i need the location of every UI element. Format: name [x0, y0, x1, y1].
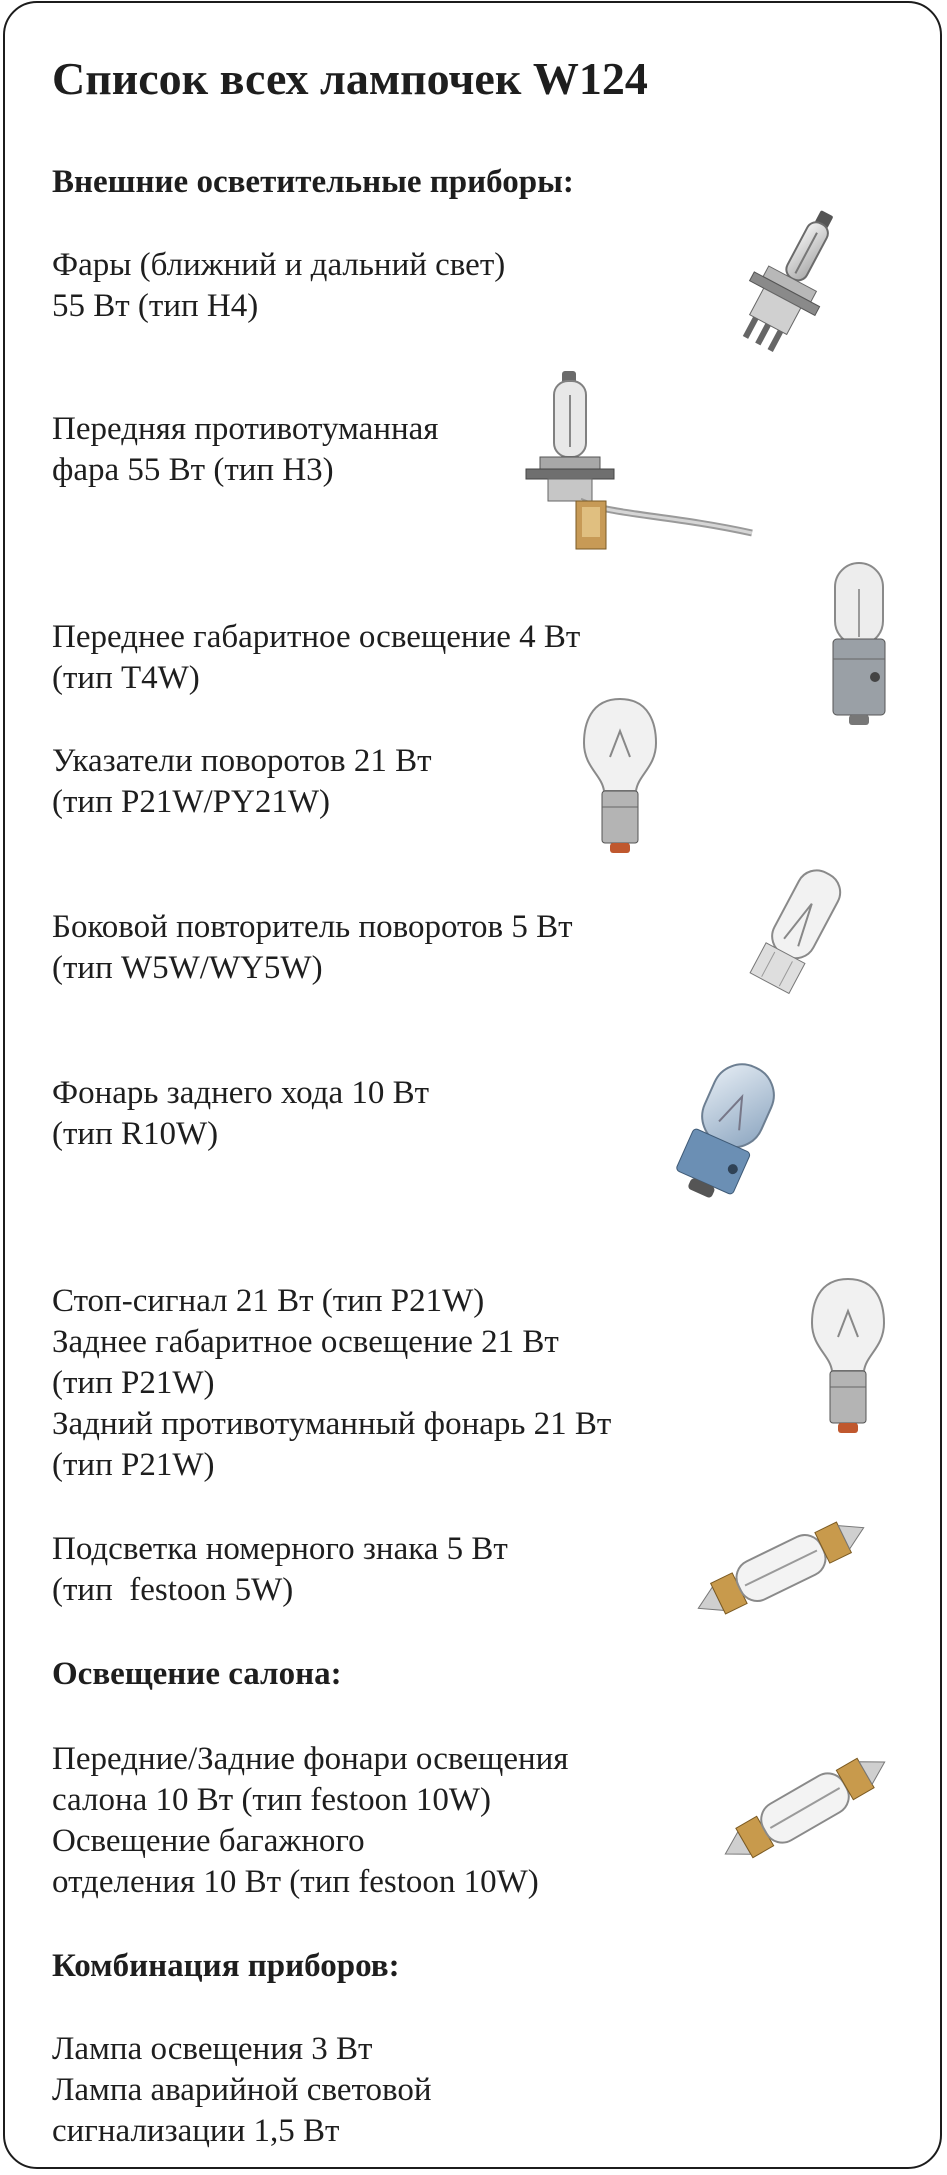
- list-item-rear-lights: [52, 1281, 611, 1486]
- item-text-line: Переднее габаритное освещение 4 Вт: [52, 619, 581, 655]
- item-text-line: (тип T4W): [52, 660, 200, 696]
- item-text-line: (тип R10W): [52, 1116, 219, 1152]
- item-text-line: Указатели поворотов 21 Вт: [52, 743, 432, 779]
- bulb-list-card: [3, 1, 942, 2169]
- item-text-line: Задний противотуманный фонарь 21 Вт: [52, 1406, 612, 1442]
- item-text-line: салона 10 Вт (тип festoon 10W): [52, 1782, 491, 1818]
- item-text-line: отделения 10 Вт (тип festoon 10W): [52, 1864, 539, 1900]
- list-item-side-repeater: [52, 907, 573, 989]
- item-text-line: (тип W5W/WY5W): [52, 950, 323, 986]
- section-heading-cluster: Комбинация приборов:: [52, 1948, 400, 1984]
- item-text-line: Подсветка номерного знака 5 Вт: [52, 1531, 508, 1567]
- item-text-line: Передняя противотуманная: [52, 411, 439, 447]
- list-item-license-plate: [52, 1529, 508, 1611]
- item-text-line: (тип P21W/PY21W): [52, 784, 330, 820]
- list-item-front-parking: [52, 617, 580, 699]
- item-text-line: (тип P21W): [52, 1365, 215, 1401]
- item-text-line: сигнализации 1,5 Вт: [52, 2113, 340, 2149]
- item-text-line: Лампа аварийной световой: [52, 2072, 432, 2108]
- festoon-bulb-icon: [681, 1503, 881, 1633]
- page-title: Список всех лампочек W124: [52, 53, 648, 104]
- section-heading-interior: Освещение салона:: [52, 1656, 342, 1692]
- item-text-line: фара 55 Вт (тип H3): [52, 452, 334, 488]
- festoon-bulb-icon: [705, 1743, 905, 1873]
- item-text-line: Боковой повторитель поворотов 5 Вт: [52, 909, 573, 945]
- item-text-line: Лампа освещения 3 Вт: [52, 2031, 373, 2067]
- p21w-bulb-icon: [580, 695, 660, 855]
- item-text-line: Передние/Задние фонари освещения: [52, 1741, 569, 1777]
- item-text-line: Стоп-сигнал 21 Вт (тип P21W): [52, 1283, 485, 1319]
- item-text-line: (тип festoon 5W): [52, 1572, 294, 1608]
- list-item-reverse-light: [52, 1073, 429, 1155]
- item-text-line: Заднее габаритное освещение 21 Вт: [52, 1324, 559, 1360]
- section-heading-exterior: Внешние осветительные приборы:: [52, 164, 574, 200]
- list-item-turn-signals: [52, 741, 432, 823]
- list-item-cluster-lamps: [52, 2029, 431, 2152]
- item-text-line: Фары (ближний и дальний свет): [52, 247, 506, 283]
- list-item-cabin-lights: [52, 1739, 568, 1903]
- w5w-wedge-bulb-icon: [733, 861, 863, 1011]
- item-text-line: (тип P21W): [52, 1447, 215, 1483]
- p21w-bulb-icon: [808, 1275, 888, 1435]
- h4-halogen-bulb-icon: [713, 203, 903, 378]
- item-text-line: Фонарь заднего хода 10 Вт: [52, 1075, 430, 1111]
- list-item-headlights: [52, 245, 505, 327]
- t4w-bulb-icon: [825, 559, 895, 729]
- h3-halogen-bulb-icon: [520, 365, 770, 565]
- item-text-line: Освещение багажного: [52, 1823, 365, 1859]
- list-item-fog-lights: [52, 409, 438, 491]
- r10w-bulb-icon: [650, 1055, 800, 1215]
- item-text-line: 55 Вт (тип H4): [52, 288, 259, 324]
